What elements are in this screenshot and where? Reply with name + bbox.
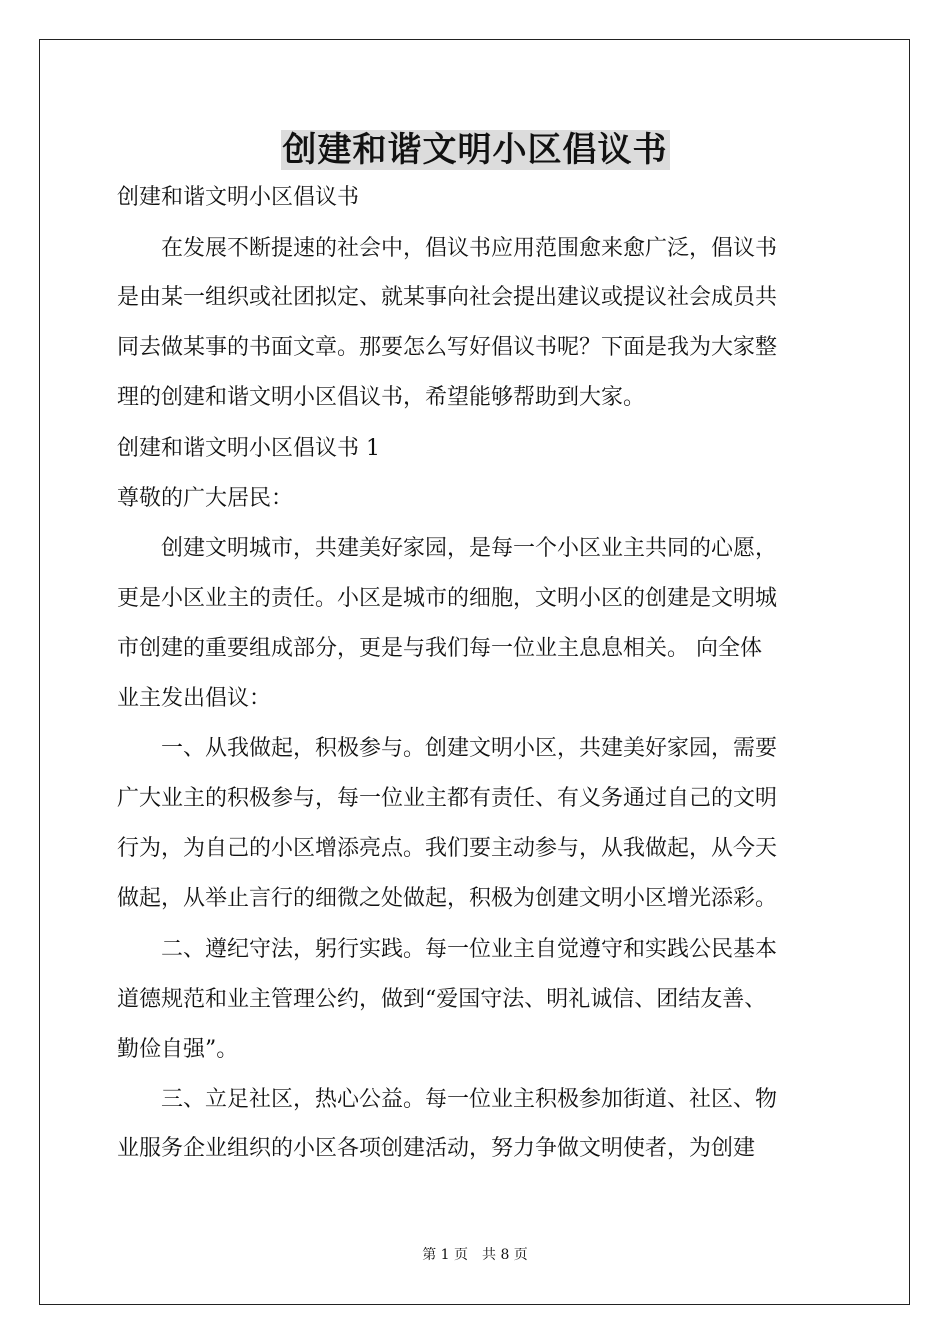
body-line: 行为，为自己的小区增添亮点。我们要主动参与，从我做起，从今天 [117, 836, 778, 861]
body-line: 广大业主的积极参与，每一位业主都有责任、有义务通过自己的文明 [117, 786, 778, 811]
body-line: 道德规范和业主管理公约，做到“爱国守法、明礼诚信、团结友善、 [117, 987, 767, 1012]
body-line: 理的创建和谐文明小区倡议书，希望能够帮助到大家。 [117, 385, 646, 410]
salutation: 尊敬的广大居民： [117, 486, 294, 511]
page-footer: 第 1 页 共 8 页 [422, 1247, 528, 1263]
body-line: 业主发出倡议： [117, 686, 272, 711]
body-line: 勤俭自强”。 [117, 1037, 239, 1062]
body-line: 是由某一组织或社团拟定、就某事向社会提出建议或提议社会成员共 [117, 285, 778, 310]
document-title-text: 创建和谐文明小区倡议书 [282, 130, 668, 170]
body-line: 市创建的重要组成部分，更是与我们每一位业主息息相关。 向全体 [117, 636, 762, 661]
page-border [39, 39, 910, 1305]
body-line: 做起，从举止言行的细微之处做起，积极为创建文明小区增光添彩。 [117, 886, 778, 911]
section-heading: 创建和谐文明小区倡议书 1 [117, 436, 380, 461]
body-line: 同去做某事的书面文章。那要怎么写好倡议书呢？下面是我为大家整 [117, 335, 778, 360]
document-title [0, 124, 950, 176]
body-line: 二、遵纪守法，躬行实践。每一位业主自觉遵守和实践公民基本 [117, 937, 778, 962]
body-line: 三、立足社区，热心公益。每一位业主积极参加街道、社区、物 [117, 1087, 778, 1112]
body-line: 创建文明城市，共建美好家园，是每一个小区业主共同的心愿， [117, 536, 778, 561]
body-line: 创建和谐文明小区倡议书 [117, 185, 360, 210]
body-line: 业服务企业组织的小区各项创建活动，努力争做文明使者，为创建 [117, 1136, 756, 1161]
body-line: 在发展不断提速的社会中，倡议书应用范围愈来愈广泛，倡议书 [117, 236, 778, 261]
body-line: 一、从我做起，积极参与。创建文明小区，共建美好家园，需要 [117, 736, 778, 761]
body-line: 更是小区业主的责任。小区是城市的细胞，文明小区的创建是文明城 [117, 586, 778, 611]
